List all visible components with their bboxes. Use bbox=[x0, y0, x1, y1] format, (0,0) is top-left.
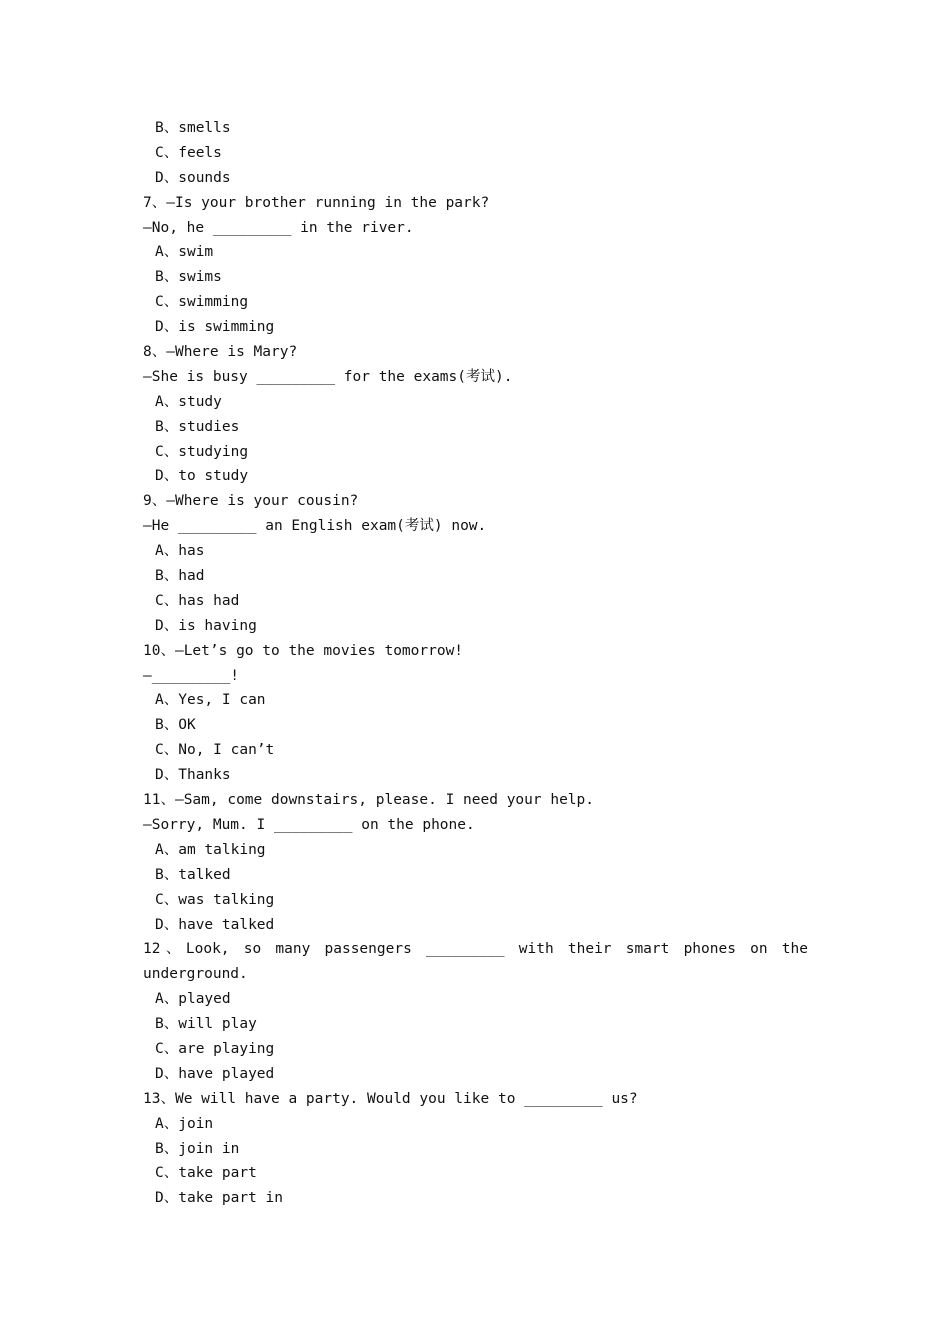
answer-option: C、has had bbox=[155, 592, 240, 609]
question-line: 8、—Where is Mary? bbox=[143, 344, 298, 361]
answer-option: B、smells bbox=[155, 120, 231, 136]
question-line: 9、—Where is your cousin? bbox=[143, 493, 359, 510]
question-line: 12、Look, so many passengers _________ with their smart phones on the bbox=[143, 941, 808, 958]
answer-option: A、am talking bbox=[155, 841, 266, 858]
question-line: —_________! bbox=[143, 667, 240, 684]
answer-option: D、have played bbox=[155, 1065, 275, 1082]
document-body bbox=[143, 116, 808, 1211]
answer-option: B、studies bbox=[155, 418, 240, 435]
question-line: —Sorry, Mum. I _________ on the phone. bbox=[143, 816, 475, 833]
question-line: 13、We will have a party. Would you like to _________ us? bbox=[143, 1090, 638, 1107]
answer-option: B、OK bbox=[155, 717, 196, 734]
answer-option: C、take part bbox=[155, 1165, 257, 1182]
question-line: —No, he _________ in the river. bbox=[143, 219, 414, 236]
question-line: 11、—Sam, come downstairs, please. I need your help. bbox=[143, 792, 594, 809]
answer-option: C、was talking bbox=[155, 891, 275, 908]
answer-option: C、studying bbox=[155, 443, 249, 460]
answer-option: A、swim bbox=[155, 244, 214, 261]
answer-option: A、has bbox=[155, 543, 205, 560]
answer-option: C、No, I can’t bbox=[155, 742, 275, 759]
question-line: underground. bbox=[143, 966, 248, 983]
answer-option: D、is swimming bbox=[155, 319, 275, 336]
answer-option: D、Thanks bbox=[155, 767, 231, 784]
answer-option: D、take part in bbox=[155, 1190, 283, 1207]
answer-option: A、played bbox=[155, 991, 231, 1008]
question-line: 7、—Is your brother running in the park? bbox=[143, 194, 490, 211]
answer-option: B、talked bbox=[155, 866, 231, 883]
answer-option: B、will play bbox=[155, 1016, 257, 1033]
question-line: —She is busy _________ for the exams(考试). bbox=[143, 368, 513, 385]
question-line: 10、—Let’s go to the movies tomorrow! bbox=[143, 642, 464, 659]
answer-option: C、are playing bbox=[155, 1040, 275, 1057]
answer-option: A、join bbox=[155, 1115, 214, 1132]
answer-option: A、study bbox=[155, 393, 222, 410]
answer-option: D、have talked bbox=[155, 916, 275, 933]
answer-option: C、feels bbox=[155, 144, 222, 161]
answer-option: A、Yes, I can bbox=[155, 692, 266, 709]
question-line: —He _________ an English exam(考试) now. bbox=[143, 518, 487, 535]
answer-option: D、sounds bbox=[155, 169, 231, 186]
answer-option: D、is having bbox=[155, 617, 257, 634]
answer-option: B、had bbox=[155, 568, 205, 585]
answer-option: D、to study bbox=[155, 468, 249, 485]
answer-option: C、swimming bbox=[155, 294, 249, 311]
answer-option: B、join in bbox=[155, 1140, 240, 1157]
answer-option: B、swims bbox=[155, 269, 222, 286]
